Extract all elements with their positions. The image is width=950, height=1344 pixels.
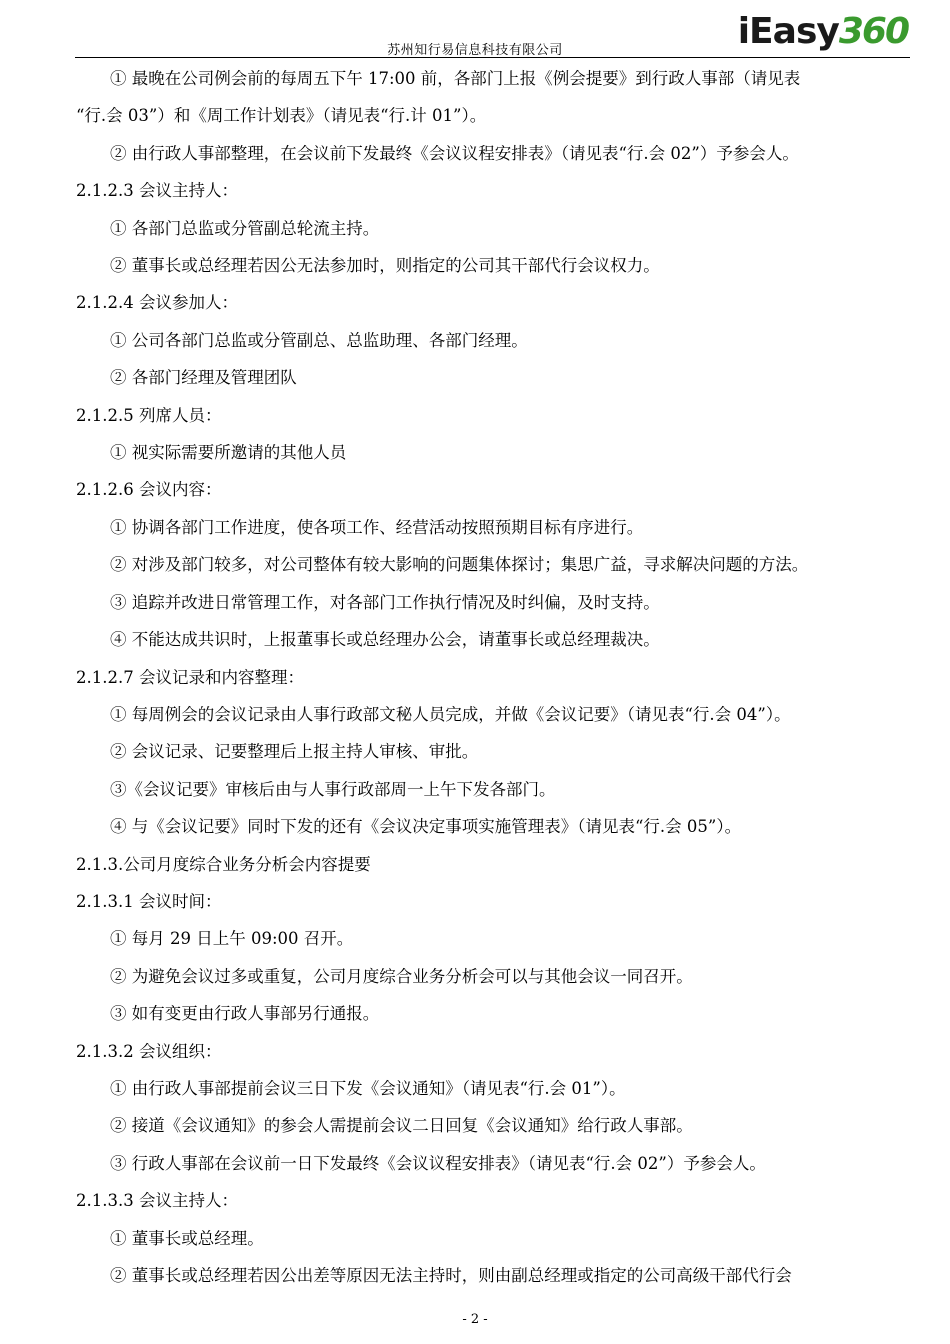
document-line: ② 会议记录、记要整理后上报主持人审核、审批。 — [110, 742, 479, 762]
section-heading: 2.1.3.公司月度综合业务分析会内容提要 — [76, 854, 371, 874]
document-line: ① 最晚在公司例会前的每周五下午 17:00 前，各部门上报《例会提要》到行政人事部（请见表 — [110, 69, 801, 88]
document-line: ③ 如有变更由行政人事部另行通报。 — [110, 1004, 380, 1024]
document-line: ② 由行政人事部整理，在会议前下发最终《会议议程安排表》（请见表“行.会 02”）予参会人。 — [110, 143, 799, 163]
page-number: - 2 - — [462, 1312, 488, 1327]
document-line: ① 协调各部门工作进度，使各项工作、经营活动按照预期目标有序进行。 — [110, 517, 644, 537]
document-line: ④ 与《会议记要》同时下发的还有《会议决定事项实施管理表》（请见表“行.会 05”）。 — [110, 817, 742, 837]
document-line: ① 各部门总监或分管副总轮流主持。 — [110, 218, 380, 238]
document-line: ① 每周例会的会议记录由人事行政部文秘人员完成，并做《会议记要》（请见表“行.会 04”）。 — [110, 704, 791, 724]
section-heading: 2.1.3.1 会议时间： — [76, 891, 222, 911]
document-line: ① 董事长或总经理。 — [110, 1228, 264, 1248]
document-line: ④ 不能达成共识时，上报董事长或总经理办公会，请董事长或总经理裁决。 — [110, 630, 660, 650]
document-line: ② 接道《会议通知》的参会人需提前会议二日回复《会议通知》给行政人事部。 — [110, 1116, 693, 1136]
document-line: ③《会议记要》审核后由与人事行政部周一上午下发各部门。 — [110, 779, 556, 799]
document-line: ② 为避免会议过多或重复，公司月度综合业务分析会可以与其他会议一同召开。 — [110, 966, 693, 986]
document-line: ① 每月 29 日上午 09:00 召开。 — [110, 929, 354, 949]
document-body — [76, 60, 910, 1294]
document-line: ② 各部门经理及管理团队 — [110, 368, 297, 388]
header-divider — [75, 57, 910, 58]
document-line: ③ 行政人事部在会议前一日下发最终《会议议程安排表》（请见表“行.会 02”）予参会人。 — [110, 1153, 766, 1173]
section-heading: 2.1.2.5 列席人员： — [76, 405, 222, 425]
document-line: ① 视实际需要所邀请的其他人员 — [110, 443, 347, 463]
document-line: ① 公司各部门总监或分管副总、总监助理、各部门经理。 — [110, 330, 528, 350]
section-heading: 2.1.3.3 会议主持人： — [76, 1191, 238, 1211]
document-line: ② 董事长或总经理若因公无法参加时，则指定的公司其干部代行会议权力。 — [110, 256, 660, 276]
section-heading: 2.1.2.7 会议记录和内容整理： — [76, 667, 304, 687]
document-line: “行.会 03”）和《周工作计划表》（请见表“行.计 01”）。 — [76, 106, 487, 126]
document-line: ① 由行政人事部提前会议三日下发《会议通知》（请见表“行.会 01”）。 — [110, 1078, 626, 1098]
document-line: ② 董事长或总经理若因公出差等原因无法主持时，则由副总经理或指定的公司高级干部代行会 — [110, 1266, 792, 1285]
document-line: ② 对涉及部门较多，对公司整体有较大影响的问题集体探讨；集思广益，寻求解决问题的方法。 — [110, 555, 809, 575]
logo-text: iEasy — [737, 11, 839, 52]
section-heading: 2.1.3.2 会议组织： — [76, 1041, 222, 1061]
section-heading: 2.1.2.3 会议主持人： — [76, 181, 238, 201]
section-heading: 2.1.2.6 会议内容： — [76, 480, 222, 500]
document-line: ③ 追踪并改进日常管理工作，对各部门工作执行情况及时纠偏，及时支持。 — [110, 592, 660, 612]
header-company-name: 苏州知行易信息科技有限公司 — [387, 43, 563, 58]
logo-number: 360 — [838, 11, 908, 52]
section-heading: 2.1.2.4 会议参加人： — [76, 293, 238, 313]
